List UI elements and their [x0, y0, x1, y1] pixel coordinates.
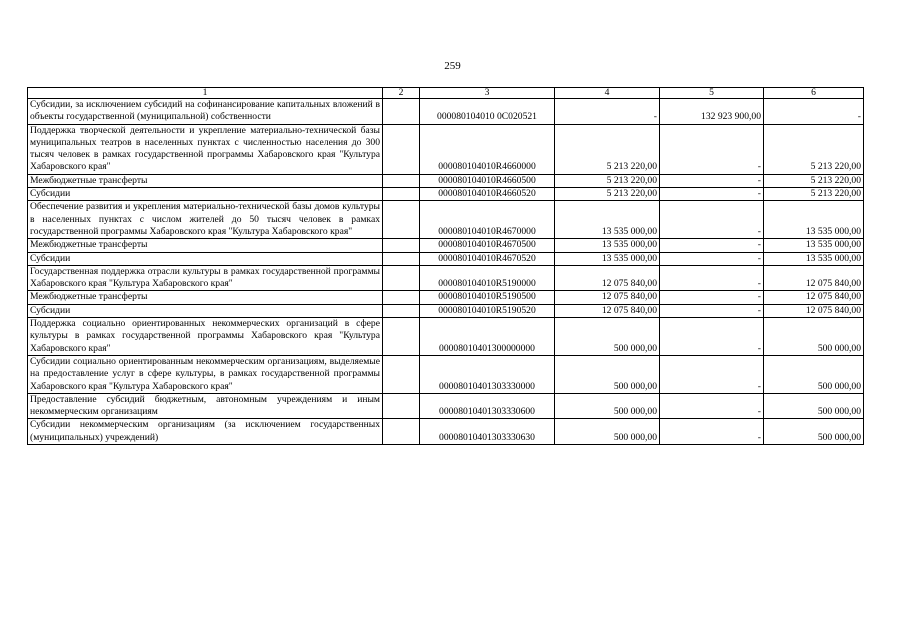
row-col6: 5 213 220,00: [764, 188, 864, 201]
row-col6: 12 075 840,00: [764, 265, 864, 291]
row-code: 00008010401300000000: [420, 318, 555, 356]
row-code: 000080104010R4670000: [420, 201, 555, 239]
row-code: 000080104010 0C020521: [420, 99, 555, 125]
row-col6: -: [764, 99, 864, 125]
header-cell-5: 5: [660, 88, 764, 99]
row-col6: 5 213 220,00: [764, 174, 864, 187]
row-col4: 13 535 000,00: [555, 201, 660, 239]
row-col5: -: [660, 291, 764, 304]
row-col5: -: [660, 201, 764, 239]
row-col6: 13 535 000,00: [764, 201, 864, 239]
budget-table: [27, 87, 864, 445]
row-code: 00008010401303330000: [420, 355, 555, 393]
row-col5: -: [660, 393, 764, 419]
table-row: [28, 304, 864, 317]
row-col5: -: [660, 265, 764, 291]
header-cell-2: 2: [383, 88, 420, 99]
row-name: Субсидии: [28, 252, 383, 265]
row-code: 000080104010R5190000: [420, 265, 555, 291]
row-code: 000080104010R4660500: [420, 174, 555, 187]
row-col5: -: [660, 355, 764, 393]
row-col5: 132 923 900,00: [660, 99, 764, 125]
row-col4: 5 213 220,00: [555, 124, 660, 174]
row-col6: 5 213 220,00: [764, 124, 864, 174]
header-cell-1: 1: [28, 88, 383, 99]
row-code: 000080104010R4670500: [420, 239, 555, 252]
table-row: [28, 188, 864, 201]
page-number: 259: [444, 60, 461, 72]
row-col5: -: [660, 239, 764, 252]
row-col4: 12 075 840,00: [555, 265, 660, 291]
row-col2: [383, 99, 420, 125]
row-col2: [383, 252, 420, 265]
row-col5: -: [660, 419, 764, 445]
row-col4: 5 213 220,00: [555, 188, 660, 201]
row-col6: 500 000,00: [764, 419, 864, 445]
row-col6: 500 000,00: [764, 318, 864, 356]
row-col4: 13 535 000,00: [555, 252, 660, 265]
table-row: [28, 99, 864, 125]
row-col4: 13 535 000,00: [555, 239, 660, 252]
row-col4: 500 000,00: [555, 393, 660, 419]
row-code: 00008010401303330630: [420, 419, 555, 445]
row-col5: -: [660, 124, 764, 174]
row-col2: [383, 419, 420, 445]
row-name: Межбюджетные трансферты: [28, 239, 383, 252]
row-name: Государственная поддержка отрасли культуры в рамках государственной программы Хабаровского края "Культура Хабаровского края": [28, 265, 383, 291]
table-row: [28, 393, 864, 419]
row-code: 000080104010R4670520: [420, 252, 555, 265]
row-col4: 5 213 220,00: [555, 174, 660, 187]
row-name: Межбюджетные трансферты: [28, 174, 383, 187]
row-col2: [383, 318, 420, 356]
row-name: Межбюджетные трансферты: [28, 291, 383, 304]
table-row: [28, 355, 864, 393]
row-col2: [383, 201, 420, 239]
row-col4: 500 000,00: [555, 355, 660, 393]
row-name: Субсидии, за исключением субсидий на софинансирование капитальных вложений в объекты государственной (муниципальной) собственности: [28, 99, 383, 125]
row-col6: 13 535 000,00: [764, 239, 864, 252]
row-code: 00008010401303330600: [420, 393, 555, 419]
row-col4: -: [555, 99, 660, 125]
header-cell-4: 4: [555, 88, 660, 99]
table-row: [28, 174, 864, 187]
table-row: [28, 124, 864, 174]
row-col4: 12 075 840,00: [555, 291, 660, 304]
row-col6: 500 000,00: [764, 355, 864, 393]
row-col5: -: [660, 252, 764, 265]
table-row: [28, 252, 864, 265]
row-col6: 12 075 840,00: [764, 304, 864, 317]
row-col4: 500 000,00: [555, 419, 660, 445]
row-col5: -: [660, 188, 764, 201]
row-col2: [383, 188, 420, 201]
table-row: [28, 239, 864, 252]
row-name: Поддержка творческой деятельности и укрепление материально-технической базы муниципальных театров в населенных пунктах с численностью населения до 300 тысяч человек в рамках государственной программы Хабаровского края "Культура Хабаровского края": [28, 124, 383, 174]
header-cell-3: 3: [420, 88, 555, 99]
table-row: [28, 318, 864, 356]
table-row: [28, 201, 864, 239]
row-col6: 13 535 000,00: [764, 252, 864, 265]
header-row: [28, 88, 864, 99]
row-name: Субсидии: [28, 304, 383, 317]
row-code: 000080104010R5190520: [420, 304, 555, 317]
header-cell-6: 6: [764, 88, 864, 99]
row-col2: [383, 393, 420, 419]
row-name: Обеспечение развития и укрепления материально-технической базы домов культуры в населенных пунктах с числом жителей до 50 тысяч человек в рамках государственной программы Хабаровского края "Культура Хабаровского края": [28, 201, 383, 239]
row-col4: 12 075 840,00: [555, 304, 660, 317]
row-col5: -: [660, 304, 764, 317]
row-name: Предоставление субсидий бюджетным, автономным учреждениям и иным некоммерческим организациям: [28, 393, 383, 419]
row-col2: [383, 291, 420, 304]
row-col2: [383, 239, 420, 252]
row-col2: [383, 265, 420, 291]
row-col2: [383, 174, 420, 187]
row-col6: 12 075 840,00: [764, 291, 864, 304]
row-code: 000080104010R4660000: [420, 124, 555, 174]
row-col2: [383, 355, 420, 393]
row-col5: -: [660, 174, 764, 187]
row-name: Субсидии: [28, 188, 383, 201]
row-code: 000080104010R4660520: [420, 188, 555, 201]
row-col4: 500 000,00: [555, 318, 660, 356]
table-row: [28, 419, 864, 445]
row-col5: -: [660, 318, 764, 356]
row-name: Поддержка социально ориентированных некоммерческих организаций в сфере культуры в рамках государственной программы Хабаровского края "Культура Хабаровского края": [28, 318, 383, 356]
table-row: [28, 265, 864, 291]
row-col2: [383, 304, 420, 317]
row-code: 000080104010R5190500: [420, 291, 555, 304]
row-col6: 500 000,00: [764, 393, 864, 419]
row-name: Субсидии социально ориентированным некоммерческим организациям, выделяемые на предоставление услуг в сфере культуры, в рамках государственной программы Хабаровского края "Культура Хабаровского края": [28, 355, 383, 393]
table-row: [28, 291, 864, 304]
row-col2: [383, 124, 420, 174]
row-name: Субсидии некоммерческим организациям (за исключением государственных (муниципальных) учреждений): [28, 419, 383, 445]
